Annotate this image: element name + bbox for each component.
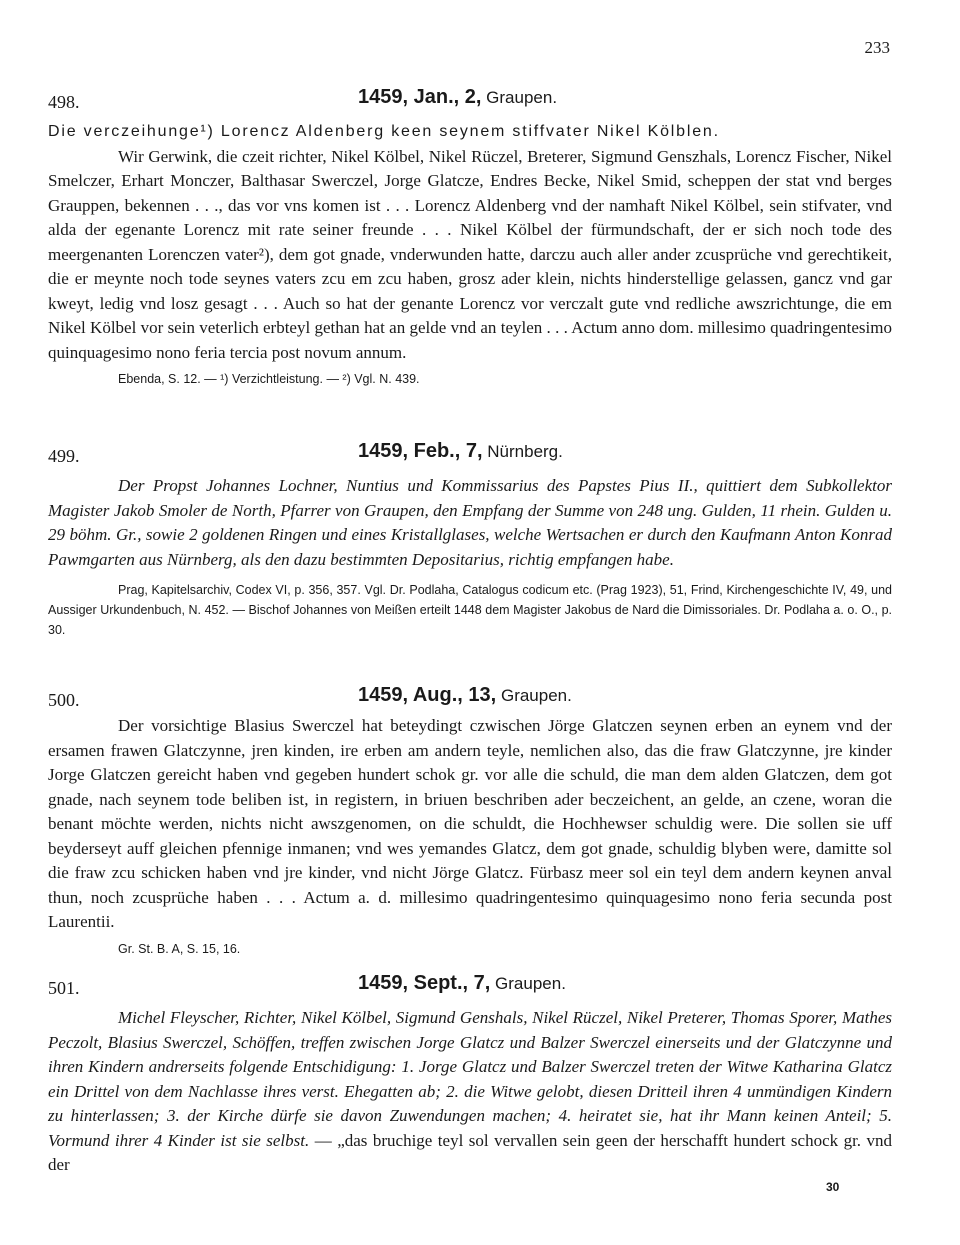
entry-date: 1459, Aug., 13,	[358, 684, 497, 706]
entry-501	[48, 972, 892, 1178]
entry-499	[48, 440, 892, 640]
page-number: 233	[864, 38, 890, 57]
entry-heading	[48, 86, 892, 116]
entry-body: Der vorsichtige Blasius Swerczel hat beteydingt czwischen Jörge Glatczen seynen erben an eynem vnd der ersamen frawen Glatczynne, jren kinden, ire erben am andern teyle, nemlichen also, das die fraw Glatczynne, jre kinder Jorge Glatczen gereicht haben vnd gegeben hundert schok gr. vor alle die schuld, die man dem alden Glatczen, dem got gnade, nach seynem tode beliben ist, in registern, in briuen beschriben ader beczeichent, an gelde, an czene, woran die benant möchte werden, nichts nicht awszgenomen, on die schuldt, die Hochhewser schuldig were. Die sollen sie uff beyderseyt auff gleichen pfennige inmanen; vnd wes yemandes Glatcz, dem got gnade, schuldig blyben were, damitte sol die fraw zcu schicken haben vnd jre kinder, vnd nicht Jörge Glatcz. Fürbasz meer sol ein teyl dem andern keynen anval thun, noch zcusprüche haben . . . Actum a. d. millesimo quadringentesimo quinquagesimo nono feria secunda post Laurentii.	[48, 716, 892, 931]
entry-date: 1459, Jan., 2,	[358, 86, 482, 108]
entry-date-line	[358, 86, 557, 109]
entry-number: 501.	[48, 978, 80, 998]
entry-500	[48, 684, 892, 959]
entry-place: Graupen.	[500, 686, 572, 705]
entry-body-tail: — „das bruchige teyl sol vervallen sein geen der herschafft hundert schock gr. vnd der	[48, 1130, 893, 1174]
entry-source: Prag, Kapitelsarchiv, Codex VI, p. 356, 357. Vgl. Dr. Podlaha, Catalogus codicum etc. (Prag 1923), 51, Frind, Kirchengeschichte IV, 49, und Aussiger Urkundenbuch, N. 452. — Bischof Johannes von Meißen erteilt 1448 dem Magister Jakobus de Nard die Dimissoriales. Dr. Podlaha a. o. O., p. 30.	[48, 583, 892, 637]
entry-date: 1459, Sept., 7,	[358, 972, 491, 994]
entry-title: Die verczeihunge¹) Lorencz Aldenberg keen seynem stiffvater Nikel Kölblen.	[48, 123, 720, 140]
footer-number: 30	[826, 1180, 840, 1194]
entry-place: Nürnberg.	[487, 442, 563, 461]
entry-date-line	[358, 972, 566, 995]
entry-regest: Der Propst Johannes Lochner, Nuntius und Kommissarius des Papstes Pius II., quittiert dem Subkollektor Magister Jakob Smoler de North, Pfarrer von Graupen, den Empfang der Summe von 248 ung. Gulden, 11 rhein. Gulden u. 29 böhm. Gr., sowie 2 goldenen Ringen und eines Kristallglases, welche Wertsachen er durch den Kaufmann Anton Konrad Pawmgarten aus Nürnberg, als den dazu bestimmten Depositarius, richtig empfangen habe.	[48, 476, 892, 569]
entry-number: 499.	[48, 446, 80, 466]
entry-source: Ebenda, S. 12. — ¹) Verzichtleistung. — ²) Vgl. N. 439.	[118, 372, 420, 386]
entry-number: 500.	[48, 690, 80, 710]
entry-date: 1459, Feb., 7,	[358, 440, 483, 462]
entry-regest: Michel Fleyscher, Richter, Nikel Kölbel, Sigmund Genshals, Nikel Rüczel, Nikel Preterer, Thomas Sporer, Mathes Peczolt, Blasius Swerczel, Schöffen, treffen zwischen Jorge Glatcz und Balzer Swerczel einerseits und der Glatczynne und ihren Kindern andrerseits folgende Entschidigung: 1. Jorge Glatcz und Balzer Swerczel treten der Witwe Katharina Glatcz ein Drittel von dem Nachlasse ihres verst. Ehegatten ab; 2. die Witwe gelobt, diesen Dritteil ihren 4 unmündigen Kindern zu hinterlassen; 3. der Kirche dürfe sie davon Zuwendungen machen; 4. heiratet sie, hat ihr Mann keinen Anteil; 5. Vormund ihrer 4 Kinder ist sie selbst.	[48, 1008, 892, 1150]
entry-body: Wir Gerwink, die czeit richter, Nikel Kölbel, Nikel Rüczel, Breterer, Sigmund Genszhals, Lorencz Fischer, Nikel Smelczer, Erhart Monczer, Balthasar Swerczel, Jorge Glatcze, Endres Becke, Nikel Smid, scheppen der stat vnd berges Grauppen, bekennen . . ., das vor vns komen ist . . . Lorencz Aldenberg vnd der namhaft Nikel Kölbel, sein stifvater, vnd alda der egenante Lorencz mit rate seiner freunde . . . Nikel Kölbel der fürmundschaft, der er sich noch tode des meergenanten Lorenczen vater²), dem got gnade, vnderwunden hatte, darczu auch aller ander zcusprüche vnd gerechtikeit, die er meynte noch tode seynes vaters zcu em zcu haben, grosz ader klein, nichts hinderstellige gelassen, gancz vnd gar kweyt, ledig vnd losz gesagt . . . Auch so hat der genante Lorencz vor verczalt gute vnd redliche awszrichtunge, die em Nikel Kölbel vor sein veterlich erbteyl gethan hat an gelde vnd an teylen . . . Actum anno dom. millesimo quadringentesimo quinquagesimo nono feria tercia post novum annum.	[48, 146, 892, 362]
entry-source: Gr. St. B. A, S. 15, 16.	[118, 941, 241, 956]
entry-regest-paragraph	[48, 1006, 892, 1178]
entry-498	[48, 86, 892, 389]
entry-heading	[48, 972, 892, 1002]
entry-number: 498.	[48, 92, 80, 112]
entry-heading	[48, 684, 892, 714]
entry-place: Graupen.	[486, 88, 558, 107]
entry-place: Graupen.	[495, 974, 566, 993]
entry-date-line	[358, 440, 563, 463]
entry-date-line	[358, 684, 572, 707]
entry-heading	[48, 440, 892, 470]
